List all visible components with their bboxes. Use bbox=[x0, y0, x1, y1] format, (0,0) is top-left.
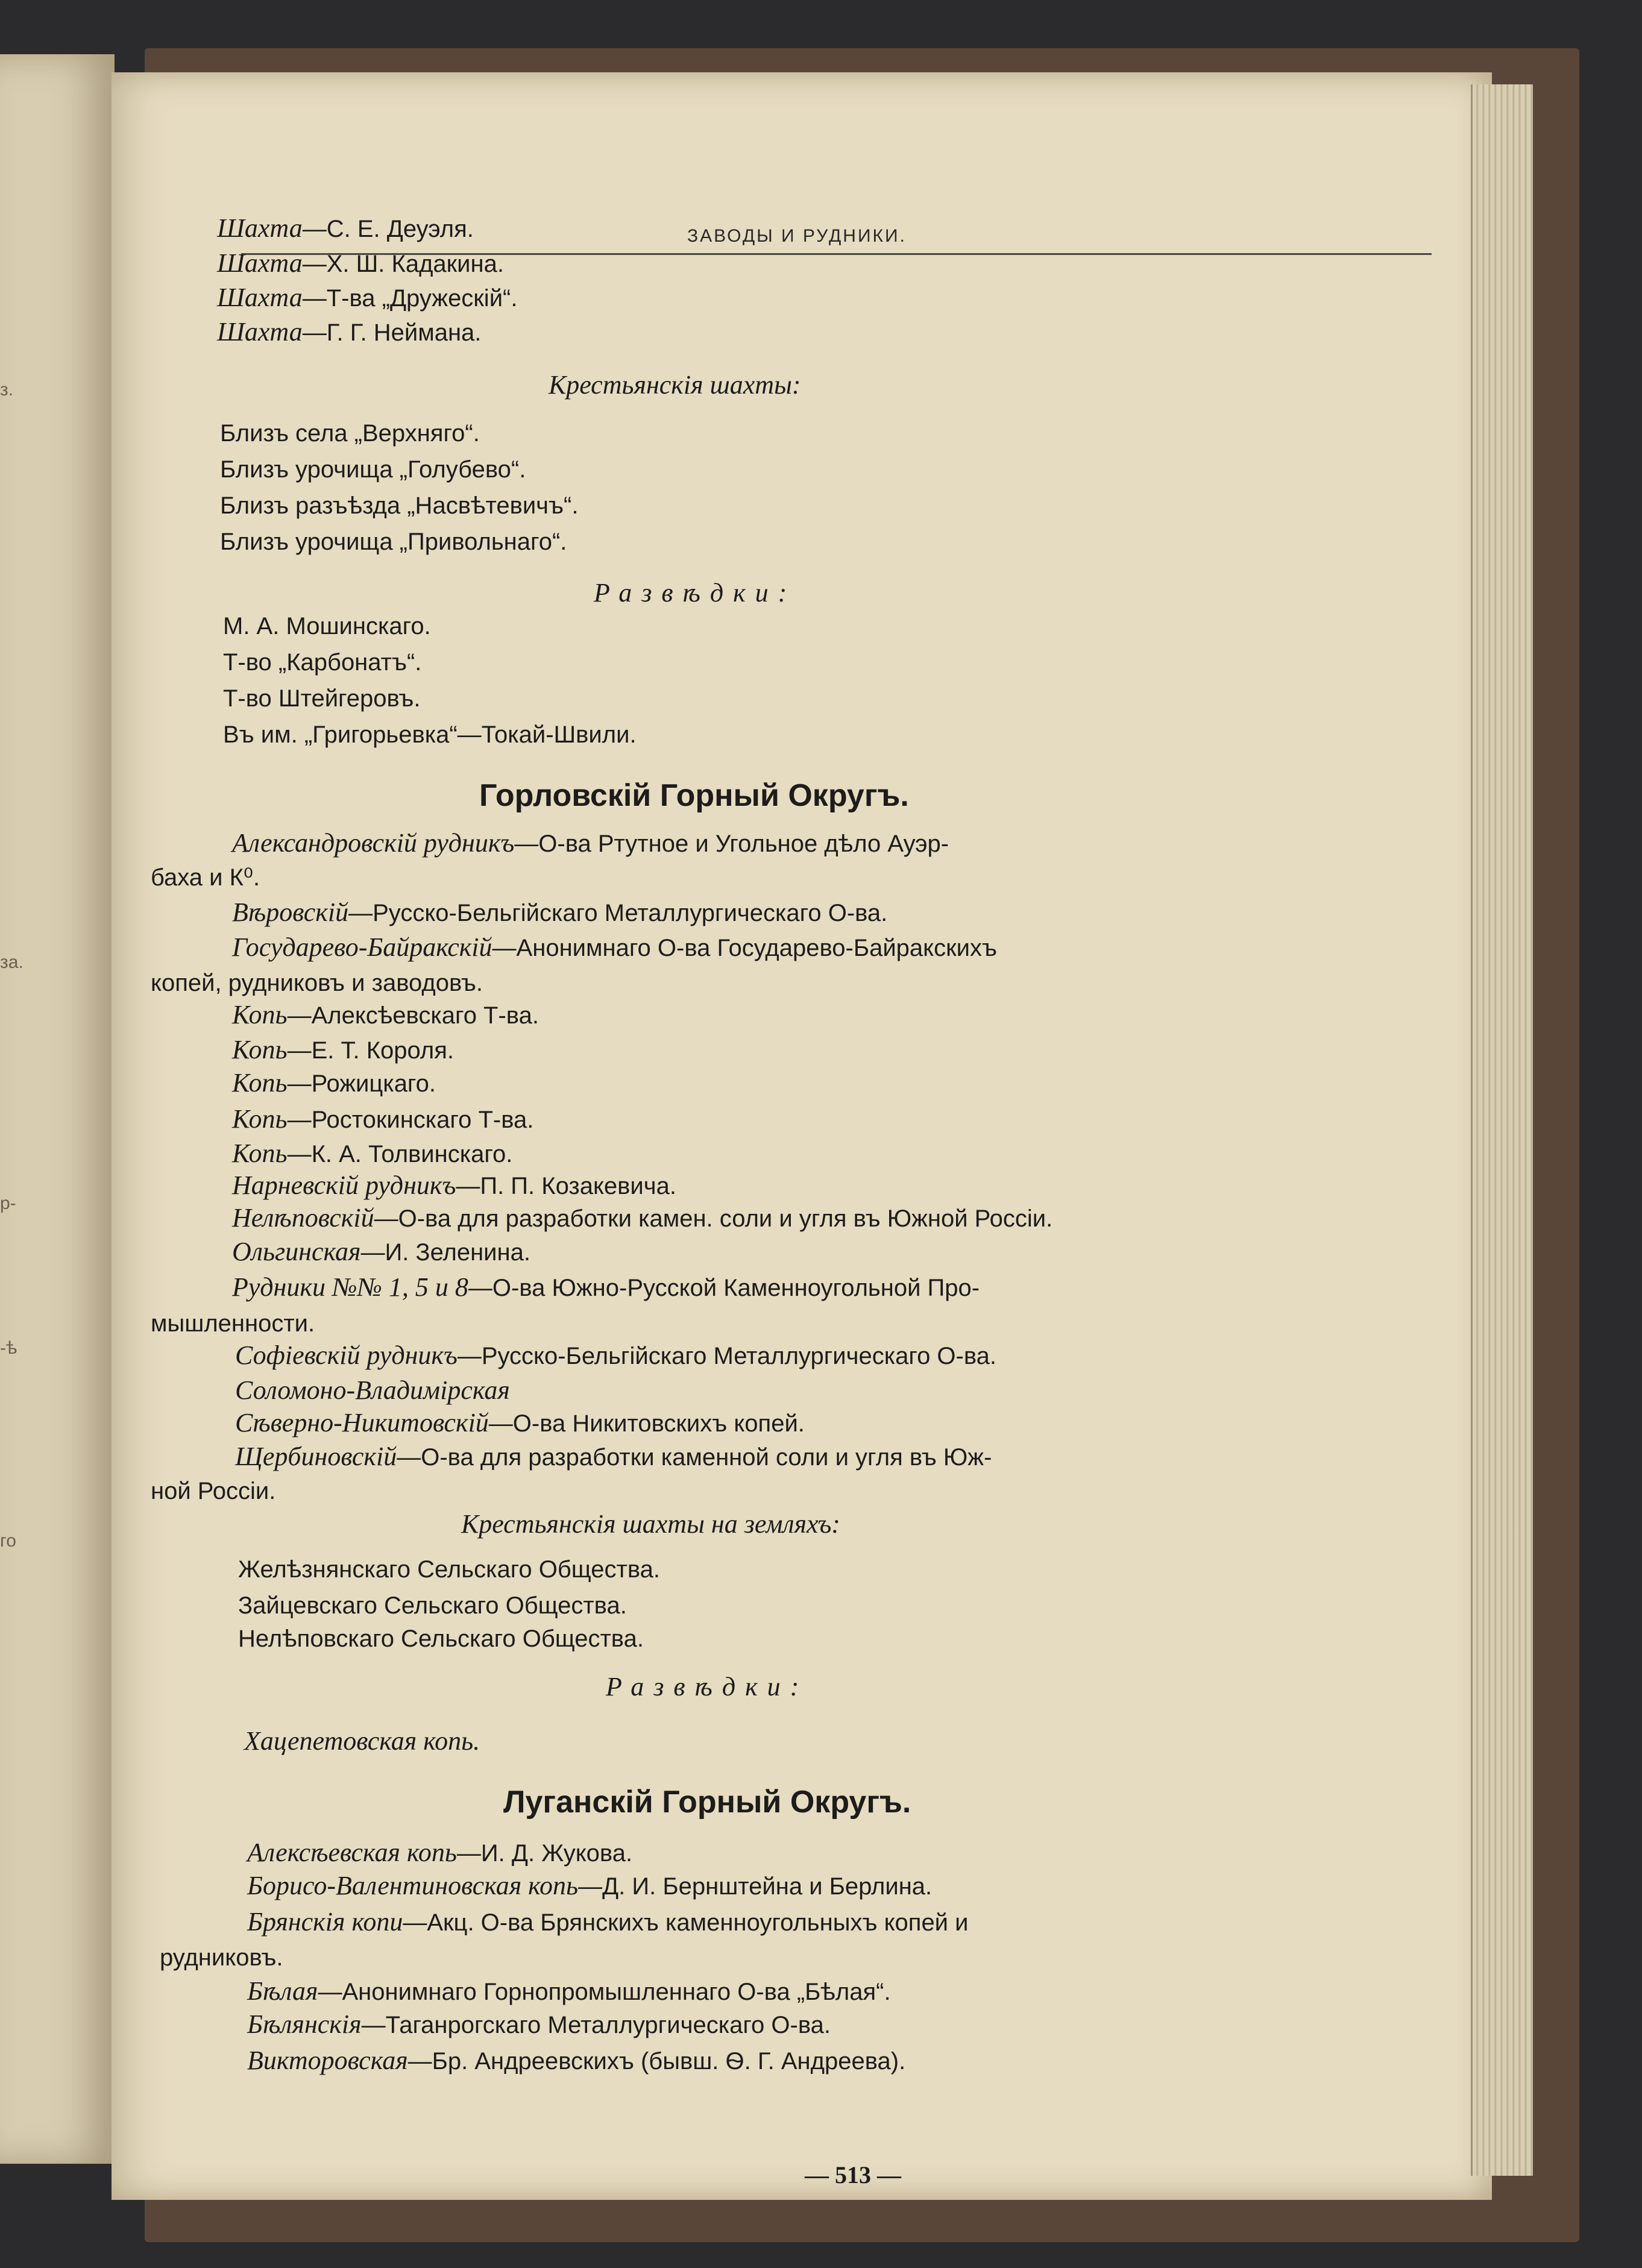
entry-owner: —К. А. Толвинскаго. bbox=[287, 1141, 513, 1167]
entry-owner: —Алексѣевскаго Т-ва. bbox=[287, 1002, 539, 1029]
text-line bbox=[247, 1838, 632, 1868]
entry-name: Вѣровскій bbox=[232, 897, 349, 927]
text-line bbox=[232, 1273, 980, 1302]
entry-owner: —О-ва Ртутное и Угольное дѣло Ауэр- bbox=[514, 831, 949, 857]
document-page bbox=[112, 72, 1492, 2200]
entry-owner: —Анонимнаго Горнопромышленнаго О-ва „Бѣлая“. bbox=[318, 1979, 891, 2005]
entry-owner: —О-ва для разработки камен. соли и угля въ Южной Россіи. bbox=[374, 1205, 1053, 1232]
left-page-fragment: -ѣ bbox=[0, 1338, 17, 1358]
text-line bbox=[247, 2046, 905, 2076]
text-line bbox=[217, 318, 481, 347]
entry-owner: —Анонимнаго О-ва Государево-Байракскихъ bbox=[492, 935, 997, 961]
entry-name: Алексѣевская копь bbox=[247, 1838, 457, 1867]
text-line: Близъ села „Верхняго“. bbox=[220, 420, 480, 447]
text-line bbox=[247, 1871, 932, 1901]
text-line bbox=[232, 1139, 512, 1169]
left-page bbox=[0, 54, 115, 2164]
entry-name: Борисо-Валентиновская копь bbox=[247, 1871, 579, 1900]
entry-owner: —И. Д. Жукова. bbox=[456, 1840, 633, 1867]
section-heading: Горловскій Горный Округъ. bbox=[479, 778, 909, 813]
entry-owner: —П. П. Козакевича. bbox=[456, 1173, 676, 1199]
entry-name: Нарневскій рудникъ bbox=[232, 1170, 456, 1200]
entry-owner: —Т-ва „Дружескій“. bbox=[302, 285, 518, 312]
entry-owner: —О-ва для разработки каменной соли и угля въ Юж- bbox=[397, 1444, 992, 1471]
entry-name: Нелѣповскій bbox=[232, 1203, 374, 1233]
entry-owner: —Русско-Бельгійскаго Металлургическаго О-ва. bbox=[348, 900, 888, 926]
entry-name: Хацепетовская копь. bbox=[244, 1726, 480, 1756]
entry-owner: —Г. Г. Неймана. bbox=[302, 319, 482, 346]
text-line bbox=[244, 1727, 480, 1756]
text-line: Близъ разъѣзда „Насвѣтевичъ“. bbox=[220, 492, 579, 519]
subsection-heading: Крестьянскія шахты: bbox=[549, 370, 801, 400]
entry-name: Копь bbox=[232, 1104, 288, 1134]
text-line: Нелѣповскаго Сельскаго Общества. bbox=[238, 1626, 644, 1652]
text-line: рудниковъ. bbox=[160, 1944, 283, 1971]
text-line bbox=[247, 1977, 891, 2006]
entry-name: Шахта bbox=[217, 213, 303, 243]
entry-name: Бѣлянскія bbox=[247, 2009, 362, 2039]
text-line bbox=[235, 1376, 510, 1406]
subsection-heading: Развѣдки: bbox=[606, 1672, 809, 1701]
entry-name: Соломоно-Владимірская bbox=[235, 1375, 510, 1405]
entry-name: Щербиновскій bbox=[235, 1442, 397, 1471]
entry-name: Копь bbox=[232, 1000, 288, 1029]
section-heading: Луганскій Горный Округъ. bbox=[503, 1785, 911, 1820]
text-line bbox=[217, 283, 517, 313]
text-line bbox=[232, 1204, 1052, 1233]
text-line bbox=[235, 1409, 805, 1438]
text-line bbox=[232, 1069, 436, 1098]
entry-owner: —Рожицкаго. bbox=[287, 1070, 436, 1097]
running-head: ЗАВОДЫ И РУДНИКИ. bbox=[687, 226, 907, 246]
text-line bbox=[247, 1908, 968, 1937]
entry-owner: —Бр. Андреевскихъ (бывш. Ѳ. Г. Андреева). bbox=[407, 2048, 906, 2075]
text-line bbox=[232, 1105, 533, 1134]
entry-name: Рудники №№ 1, 5 и 8 bbox=[232, 1272, 468, 1302]
left-page-fragment: го bbox=[0, 1531, 16, 1551]
entry-owner: —Акц. О-ва Брянскихъ каменноугольныхъ копей и bbox=[403, 1909, 969, 1936]
entry-owner: —О-ва Южно-Русской Каменноугольной Про- bbox=[468, 1275, 980, 1301]
text-line: Т-во Штейгеровъ. bbox=[223, 685, 421, 712]
text-line: мышленности. bbox=[151, 1310, 315, 1337]
entry-name: Государево-Байракскій bbox=[232, 932, 492, 962]
entry-owner: —С. Е. Деуэля. bbox=[302, 216, 474, 242]
text-line bbox=[217, 214, 474, 243]
text-line bbox=[217, 249, 504, 278]
text-line: копей, рудниковъ и заводовъ. bbox=[151, 970, 483, 996]
entry-name: Шахта bbox=[217, 248, 303, 278]
entry-name: Копь bbox=[232, 1139, 288, 1168]
entry-name: Софіевскій рудникъ bbox=[235, 1340, 458, 1370]
entry-owner: —Ростокинскаго Т-ва. bbox=[287, 1107, 534, 1133]
entry-name: Александровскій рудникъ bbox=[232, 828, 515, 858]
text-line bbox=[247, 2010, 831, 2040]
text-line: Въ им. „Григорьевка“—Токай-Швили. bbox=[223, 721, 637, 748]
text-line bbox=[232, 1237, 530, 1267]
text-line bbox=[232, 1035, 454, 1065]
text-line: М. А. Мошинскаго. bbox=[223, 613, 431, 639]
entry-owner: —О-ва Никитовскихъ копей. bbox=[488, 1410, 805, 1437]
text-line: Близъ урочища „Привольнаго“. bbox=[220, 529, 567, 555]
entry-name: Шахта bbox=[217, 283, 303, 312]
text-line: Желѣзнянскаго Сельскаго Общества. bbox=[238, 1556, 660, 1583]
text-line: Близъ урочища „Голубево“. bbox=[220, 456, 526, 483]
text-line: ной Россіи. bbox=[151, 1478, 276, 1504]
left-page-fragment: з. bbox=[0, 380, 14, 400]
page-number: — 513 — bbox=[805, 2161, 901, 2188]
subsection-heading: Развѣдки: bbox=[594, 578, 797, 608]
entry-name: Шахта bbox=[217, 317, 303, 347]
text-line bbox=[235, 1341, 996, 1371]
entry-owner: —И. Зеленина. bbox=[360, 1239, 530, 1266]
text-line: баха и К⁰. bbox=[151, 864, 260, 891]
entry-owner: —Е. Т. Короля. bbox=[287, 1037, 454, 1064]
subsection-heading: Крестьянскія шахты на земляхъ: bbox=[461, 1509, 840, 1539]
text-line: Т-во „Карбонатъ“. bbox=[223, 649, 422, 676]
entry-name: Брянскія копи bbox=[247, 1907, 403, 1937]
text-line bbox=[235, 1442, 992, 1472]
entry-name: Сѣверно-Никитовскій bbox=[235, 1408, 489, 1437]
left-page-fragment: за. bbox=[0, 952, 24, 972]
text-line bbox=[232, 1171, 676, 1201]
text-line bbox=[232, 829, 949, 858]
text-line bbox=[232, 898, 887, 928]
entry-owner: —Таганрогскаго Металлургическаго О-ва. bbox=[361, 2012, 831, 2038]
entry-name: Бѣлая bbox=[247, 1976, 318, 2006]
entry-name: Викторовская bbox=[247, 2046, 408, 2075]
entry-name: Копь bbox=[232, 1068, 288, 1098]
left-page-fragment: р- bbox=[0, 1193, 16, 1213]
page-content bbox=[112, 72, 1492, 2200]
page-edges bbox=[1471, 84, 1533, 2176]
text-line bbox=[232, 933, 997, 963]
entry-name: Ольгинская bbox=[232, 1237, 361, 1266]
text-line: Зайцевскаго Сельскаго Общества. bbox=[238, 1592, 627, 1619]
entry-owner: —Д. И. Бернштейна и Берлина. bbox=[578, 1873, 933, 1900]
entry-owner: —Русско-Бельгійскаго Металлургическаго О-ва. bbox=[457, 1343, 997, 1369]
entry-owner: —Х. Ш. Кадакина. bbox=[302, 251, 504, 277]
entry-name: Копь bbox=[232, 1035, 288, 1064]
text-line bbox=[232, 1000, 539, 1030]
